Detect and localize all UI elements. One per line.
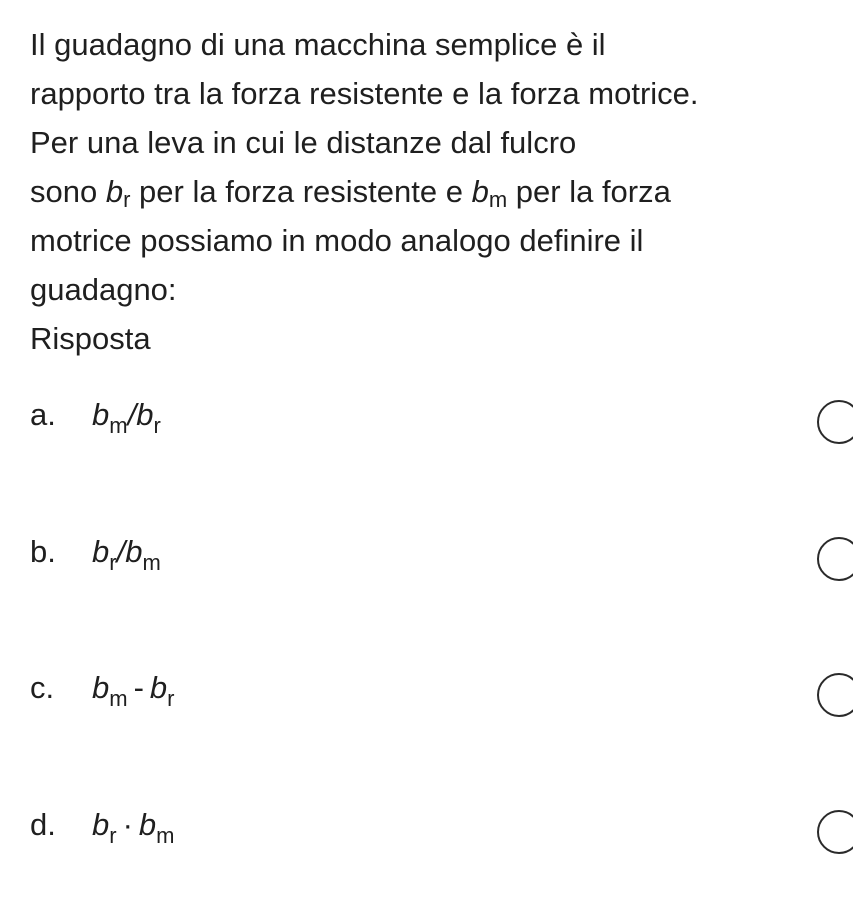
option-a[interactable]	[0, 360, 854, 470]
question-line-3: Per una leva in cui le distanze dal fulcro	[30, 125, 577, 160]
radio-button-a[interactable]	[813, 400, 853, 448]
var: b	[149, 670, 168, 705]
option-c[interactable]	[0, 633, 854, 743]
radio-circle-icon	[817, 537, 853, 581]
option-d[interactable]	[0, 770, 854, 880]
var: b	[138, 807, 157, 842]
subscript: m	[109, 686, 128, 711]
var: b	[125, 534, 143, 569]
answer-label: Risposta	[30, 321, 151, 356]
option-formula	[92, 397, 161, 438]
question-line-4	[30, 167, 830, 216]
option-formula	[92, 534, 161, 575]
var-b: b	[471, 174, 489, 209]
operator: -	[133, 670, 144, 705]
subscript-m: m	[488, 187, 508, 212]
question-text-fragment: per la forza resistente e	[130, 174, 472, 209]
radio-circle-icon	[817, 400, 853, 444]
subscript: r	[109, 550, 117, 575]
option-letter: d.	[30, 807, 56, 842]
subscript: m	[156, 823, 175, 848]
var: b	[92, 807, 110, 842]
radio-button-b[interactable]	[813, 537, 853, 585]
operator: ·	[122, 807, 133, 842]
subscript: r	[109, 823, 117, 848]
subscript: r	[153, 413, 161, 438]
question-line-5: motrice possiamo in modo analogo definire il	[30, 223, 644, 258]
var-b: b	[105, 174, 124, 209]
question-line-6: guadagno:	[30, 272, 177, 307]
subscript-r: r	[123, 187, 131, 212]
var: b	[92, 670, 110, 705]
var: b	[136, 397, 154, 432]
radio-button-c[interactable]	[813, 673, 853, 721]
option-b[interactable]	[0, 497, 854, 607]
question-text-fragment: per la forza	[507, 174, 671, 209]
question-text	[30, 20, 830, 314]
option-letter: a.	[30, 397, 56, 432]
option-formula	[92, 670, 175, 711]
operator: /	[127, 397, 137, 432]
subscript: r	[167, 686, 175, 711]
var: b	[92, 534, 110, 569]
option-letter: b.	[30, 534, 56, 569]
question-line-2: rapporto tra la forza resistente e la forza motrice.	[30, 76, 699, 111]
radio-circle-icon	[817, 810, 853, 854]
question-line-1: Il guadagno di una macchina semplice è il	[30, 27, 606, 62]
option-letter: c.	[30, 670, 55, 705]
radio-circle-icon	[817, 673, 853, 717]
option-formula	[92, 807, 175, 848]
radio-button-d[interactable]	[813, 810, 853, 858]
question-text-fragment: sono	[30, 174, 106, 209]
subscript: m	[109, 413, 128, 438]
operator: /	[116, 534, 126, 569]
var: b	[92, 397, 110, 432]
subscript: m	[142, 550, 161, 575]
